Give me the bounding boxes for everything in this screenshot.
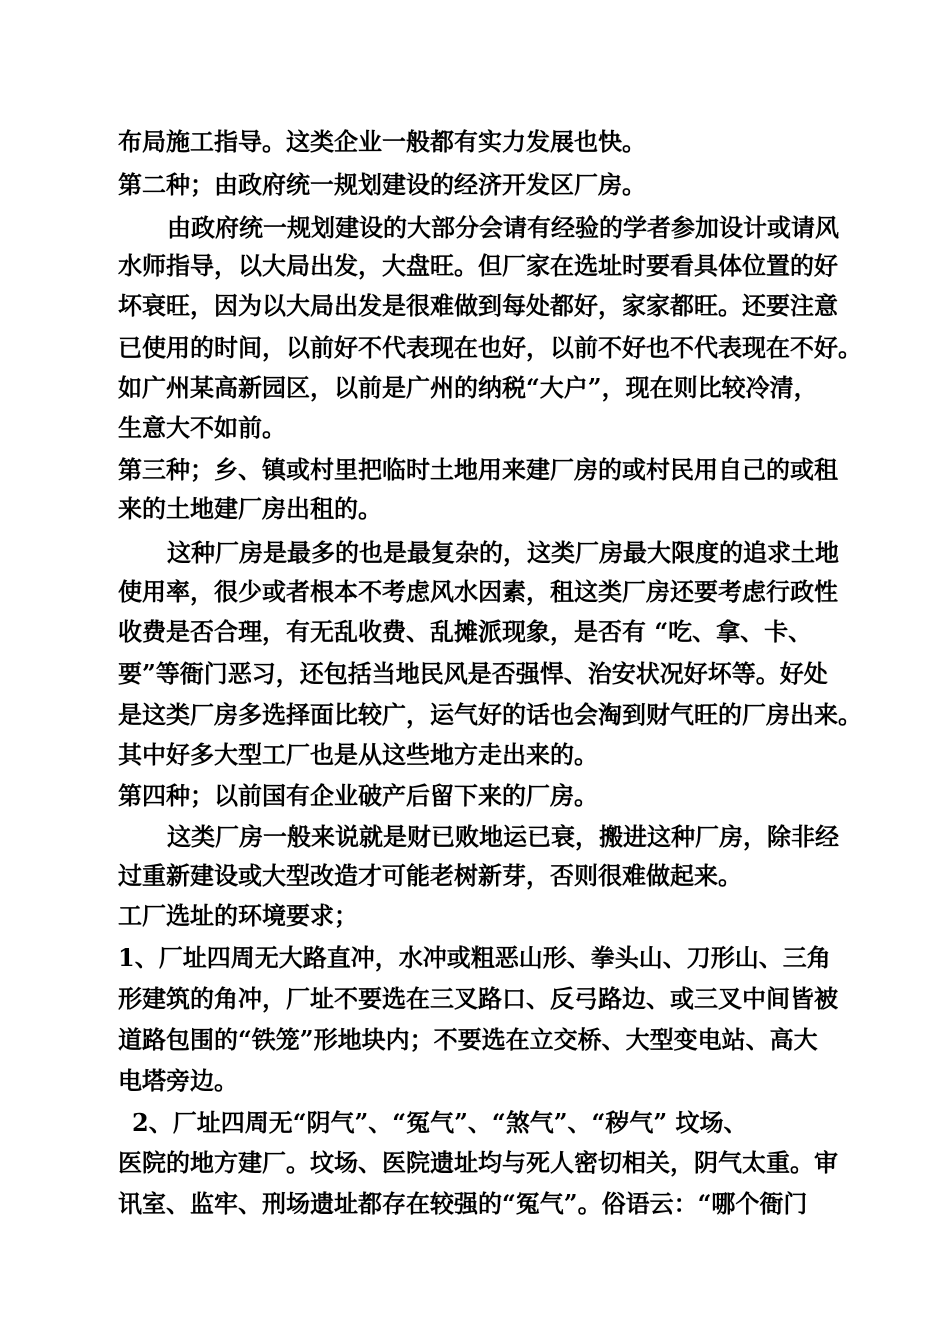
- body-text-line: 这类厂房一般来说就是财已败地运已衰，搬进这种厂房，除非经: [167, 822, 839, 851]
- body-text-line: 已使用的时间，以前好不代表现在也好，以前不好也不代表现在不好。: [118, 333, 862, 362]
- body-text-line: 如广州某高新园区，以前是广州的纳税“大户”，现在则比较冷清，: [118, 373, 818, 402]
- body-text-line: 电塔旁边。: [118, 1066, 238, 1095]
- body-text-line: 道路包围的“铁笼”形地块内；不要选在立交桥、大型变电站、高大: [118, 1025, 818, 1054]
- list-item-2: 2、厂址四周无“阴气”、“冤气”、“煞气”、“秽气” 坟场、: [132, 1108, 748, 1137]
- body-text-line: 使用率，很少或者根本不考虑风水因素，租这类厂房还要考虑行政性: [118, 577, 838, 606]
- body-text-line: 由政府统一规划建设的大部分会请有经验的学者参加设计或请风: [167, 213, 839, 242]
- section-heading-type-4: 第四种；以前国有企业破产后留下来的厂房。: [118, 781, 598, 810]
- body-text-line: 水师指导，以大局出发，大盘旺。但厂家在选址时要看具体位置的好: [118, 251, 838, 280]
- body-text-line: 是这类厂房多选择面比较广，运气好的话也会淘到财气旺的厂房出来。: [118, 700, 862, 729]
- body-text-line: 要”等衙门恶习，还包括当地民风是否强悍、治安状况好坏等。好处: [118, 659, 828, 688]
- body-text-line: 生意大不如前。: [118, 413, 286, 442]
- list-item-1: 1、厂址四周无大路直冲，水冲或粗恶山形、拳头山、刀形山、三角: [118, 943, 831, 972]
- body-text-line: 医院的地方建厂。坟场、医院遗址均与死人密切相关，阴气太重。审: [118, 1148, 838, 1177]
- body-text-line: 过重新建设或大型改造才可能老树新芽，否则很难做起来。: [118, 861, 742, 890]
- body-text-line: 形建筑的角冲，厂址不要选在三叉路口、反弓路边、或三叉中间皆被: [118, 984, 838, 1013]
- section-heading-type-2: 第二种；由政府统一规划建设的经济开发区厂房。: [118, 170, 646, 199]
- body-text-line: 布局施工指导。这类企业一般都有实力发展也快。: [118, 127, 646, 156]
- body-text-line: 坏衰旺，因为以大局出发是很难做到每处都好，家家都旺。还要注意: [118, 291, 838, 320]
- body-text-line: 这种厂房是最多的也是最复杂的，这类厂房最大限度的追求土地: [167, 538, 839, 567]
- body-text-line: 来的土地建厂房出租的。: [118, 494, 382, 523]
- section-heading-type-3: 第三种；乡、镇或村里把临时土地用来建厂房的或村民用自己的或租: [118, 455, 838, 484]
- body-text-line: 讯室、监牢、刑场遗址都存在较强的“冤气”。俗语云：“哪个衙门: [118, 1189, 808, 1218]
- body-text-line: 收费是否合理，有无乱收费、乱摊派现象，是否有 “吃、拿、卡、: [118, 617, 813, 646]
- body-text-line: 其中好多大型工厂也是从这些地方走出来的。: [118, 740, 598, 769]
- section-heading-environment: 工厂选址的环境要求；: [118, 901, 358, 930]
